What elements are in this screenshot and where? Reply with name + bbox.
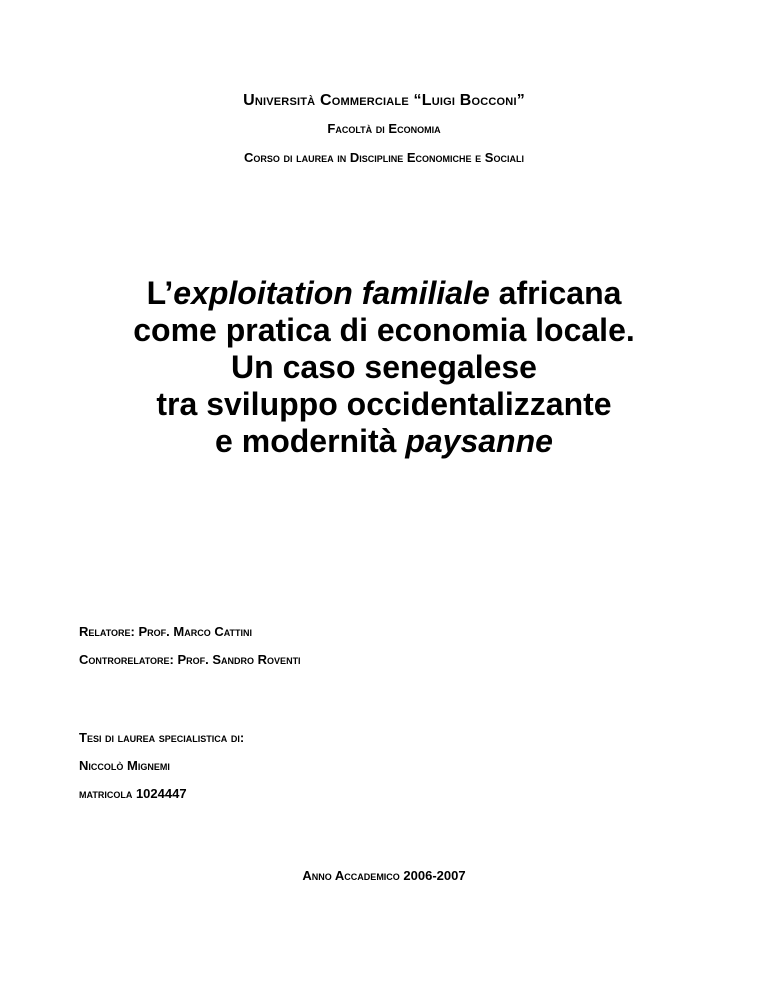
thesis-title — [0, 275, 768, 460]
title-line-2: come pratica di economia locale. — [133, 312, 635, 348]
matricola-line — [79, 786, 187, 801]
academic-year: Anno Accademico 2006-2007 — [302, 868, 466, 883]
title-line-1 — [0, 275, 768, 312]
title-line-5-italic: paysanne — [405, 423, 553, 459]
title-line-5-prefix: e modernità — [215, 423, 406, 459]
relatore-line: Relatore: Prof. Marco Cattini — [79, 624, 253, 639]
title-line-1-suffix: africana — [489, 275, 622, 311]
controrelatore-line: Controrelatore: Prof. Sandro Roventi — [79, 652, 301, 667]
matricola-number: 1024447 — [135, 786, 187, 801]
faculty-name: Facoltà di Economia — [327, 121, 441, 136]
title-line-1-italic: exploitation familiale — [173, 275, 490, 311]
title-line-3: Un caso senegalese — [231, 349, 537, 385]
thesis-type-line: Tesi di laurea specialistica di: — [79, 730, 245, 745]
university-name: Università Commerciale “Luigi Bocconi” — [243, 92, 525, 109]
matricola-label: matricola — [79, 786, 136, 801]
title-line-5 — [0, 423, 768, 460]
title-line-4: tra sviluppo occidentalizzante — [156, 386, 612, 422]
title-line-1-prefix: L’ — [146, 275, 174, 311]
course-name: Corso di laurea in Discipline Economiche e Sociali — [244, 150, 524, 165]
author-name: Niccolò Mignemi — [79, 758, 170, 773]
